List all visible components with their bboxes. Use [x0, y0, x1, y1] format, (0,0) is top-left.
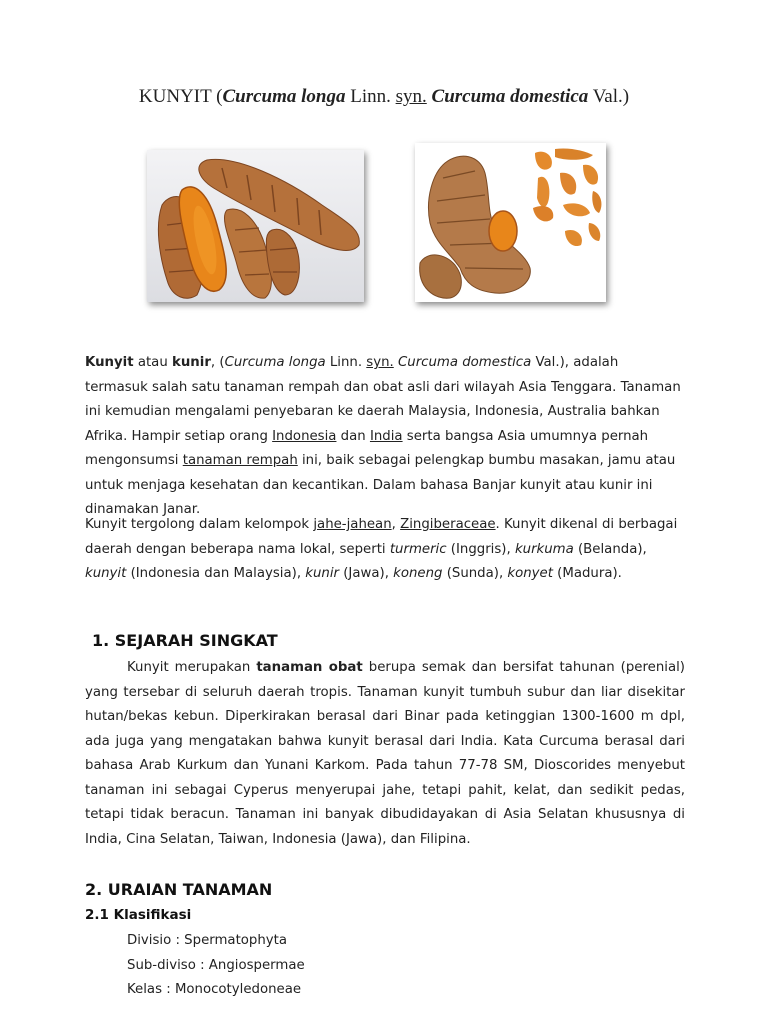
- klasifikasi-item: Sub-diviso : Angiospermae: [127, 957, 305, 973]
- syn-link[interactable]: syn.: [366, 355, 394, 370]
- turmeric-photo-right: [415, 143, 606, 302]
- title-syn-link[interactable]: syn.: [395, 86, 427, 107]
- turmeric-photo-left: [147, 150, 364, 302]
- title-synonym-name: Curcuma domestica: [431, 86, 589, 107]
- subsection-2-1-heading: 2.1 Klasifikasi: [85, 907, 192, 923]
- link-tanaman-rempah[interactable]: tanaman rempah: [182, 453, 298, 468]
- title-scientific-name: Curcuma longa: [222, 86, 346, 107]
- section-1-heading: 1. SEJARAH SINGKAT: [92, 631, 278, 650]
- section-2-heading: 2. URAIAN TANAMAN: [85, 880, 273, 899]
- klasifikasi-item: Kelas : Monocotyledoneae: [127, 982, 302, 997]
- klasifikasi-list: [127, 929, 305, 1003]
- intro-paragraph-2: Kunyit tergolong dalam kelompok jahe-jahean, Zingiberaceae. Kunyit dikenal di berbagai daerah dengan beberapa nama lokal, seperti turmeric (Inggris), kurkuma (Belanda), kunyit (Indonesia dan Malaysia), kunir (Jawa), koneng (Sunda), konyet (Madura).: [85, 517, 678, 581]
- intro-paragraph-1: Kunyit atau kunir, (Curcuma longa Linn. syn. Curcuma domestica Val.), adalah termasuk salah satu tanaman rempah dan obat asli dari wilayah Asia Tenggara. Tanaman ini kemudian mengalami penyebaran ke daerah Malaysia, Indonesia, Australia bahkan Afrika. Hampir setiap orang Indonesia dan India serta bangsa Asia umumnya pernah mengonsumsi tanaman rempah ini, baik sebagai pelengkap bumbu masakan, jamu atau untuk menjaga kesehatan dan kecantikan. Dalam bahasa Banjar kunyit atau kunir ini dinamakan Janar.: [85, 355, 681, 517]
- link-jahe-jahean[interactable]: jahe-jahean: [313, 517, 392, 532]
- section-1-paragraph: Kunyit merupakan tanaman obat berupa semak dan bersifat tahunan (perenial) yang tersebar di seluruh daerah tropis. Tanaman kunyit tumbuh subur dan liar disekitar hutan/bekas kebun. Diperkirakan berasal dari Binar pada ketinggian 1300-1600 m dpl, ada juga yang mengatakan bahwa kunyit berasal dari India. Kata Curcuma berasal dari bahasa Arab Kurkum dan Yunani Karkom. Pada tahun 77-78 SM, Dioscorides menyebut tanaman ini sebagai Cyperus menyerupai jahe, tetapi pahit, kelat, dan sedikit pedas, tetapi tidak beracun. Tanaman ini banyak dibudidayakan di Asia Selatan khususnya di India, Cina Selatan, Taiwan, Indonesia (Jawa), dan Filipina.: [85, 660, 685, 847]
- link-zingiberaceae[interactable]: Zingiberaceae: [400, 517, 496, 532]
- link-india[interactable]: India: [369, 428, 403, 444]
- klasifikasi-item: Divisio : Spermatophyta: [127, 933, 288, 948]
- link-indonesia[interactable]: Indonesia: [272, 428, 337, 444]
- document-title: KUNYIT (Curcuma longa Linn. syn. Curcuma domestica Val.): [138, 86, 630, 107]
